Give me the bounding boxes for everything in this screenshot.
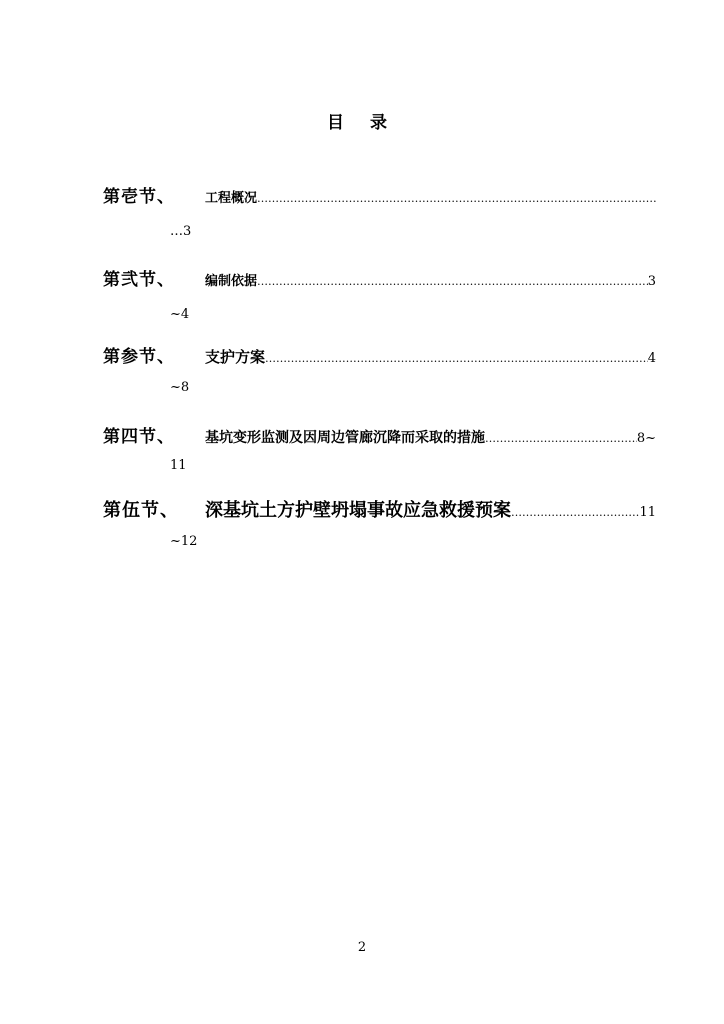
dot-leader [511, 507, 639, 518]
dot-leader [257, 193, 656, 204]
section-number: 第参节、 [103, 347, 175, 367]
dot-leader [257, 276, 648, 287]
section-topic: 工程概况 [205, 191, 258, 206]
section-topic: 支护方案 [205, 348, 266, 366]
section-topic: 深基坑土方护壁坍塌事故应急救援预案 [205, 500, 511, 521]
page-range-continuation: ~4 [170, 307, 190, 322]
page-number-inline: 8~ [636, 431, 656, 446]
page-range-continuation: …3 [170, 224, 192, 239]
page-number-inline: 11 [639, 505, 656, 520]
dot-leader [485, 433, 637, 444]
dot-leader [265, 353, 648, 364]
page-number-inline: 4 [647, 351, 656, 366]
page-footer-number: 2 [357, 940, 367, 955]
section-number: 第四节、 [103, 427, 175, 447]
section-number: 第伍节、 [103, 500, 179, 521]
page-range-continuation: ~12 [170, 534, 198, 549]
page-number-inline: 3 [647, 274, 656, 289]
toc-title: 目 录 [327, 113, 397, 133]
section-number: 第弐节、 [103, 270, 175, 290]
page-range-continuation: 11 [170, 458, 187, 473]
section-number: 第壱节、 [103, 187, 175, 207]
section-topic: 编制依据 [205, 274, 258, 289]
section-topic: 基坑变形监测及因周边管廊沉降而采取的措施 [205, 430, 485, 446]
page-range-continuation: ~8 [170, 380, 190, 395]
